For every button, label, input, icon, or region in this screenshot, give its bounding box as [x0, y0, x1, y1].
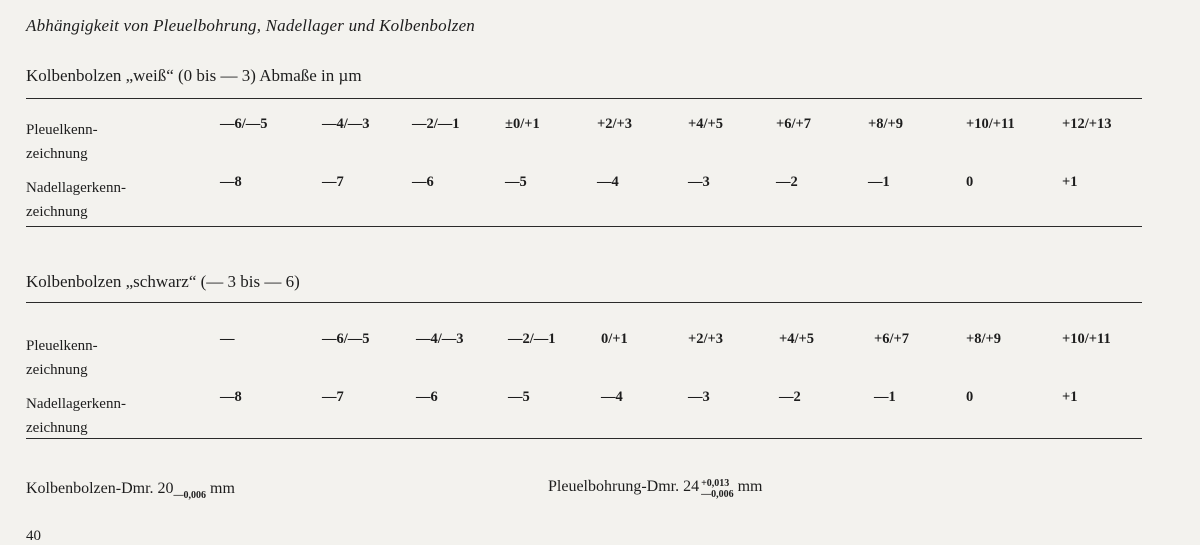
- value-cell: —6/—5: [220, 116, 268, 132]
- conrod-bore-tolerance: [701, 478, 734, 500]
- value-cell: —7: [322, 174, 344, 190]
- value-cell: +2/+3: [597, 116, 633, 132]
- value-cell: —2: [776, 174, 798, 190]
- value-cell: —2/—1: [508, 331, 556, 347]
- label-line: zeichnung: [26, 146, 88, 162]
- piston-pin-tolerance: —0,006: [173, 490, 207, 501]
- label-line: Nadellagerkenn-: [26, 180, 126, 196]
- value-cell: +8/+9: [868, 116, 904, 132]
- section-2-heading: Kolbenbolzen „schwarz“ (— 3 bis — 6): [26, 272, 300, 291]
- value-cell: —4/—3: [322, 116, 370, 132]
- value-cell: —8: [220, 389, 242, 405]
- value-cell: 0/+1: [601, 331, 628, 347]
- piston-pin-unit: mm: [210, 480, 235, 497]
- value-cell: —: [220, 331, 235, 347]
- label-line: zeichnung: [26, 362, 88, 378]
- label-line: Pleuelkenn-: [26, 338, 98, 354]
- value-cell: —4: [597, 174, 619, 190]
- section-1-bottom-rule: [26, 226, 1142, 227]
- value-cell: —2/—1: [412, 116, 460, 132]
- label-line: Nadellagerkenn-: [26, 396, 126, 412]
- value-cell: +4/+5: [688, 116, 724, 132]
- value-cell: —3: [688, 389, 710, 405]
- page-number: 40: [26, 528, 41, 544]
- section-2-bottom-rule: [26, 438, 1142, 439]
- value-cell: —2: [779, 389, 801, 405]
- value-cell: —6: [416, 389, 438, 405]
- conrod-bore-diameter: [548, 478, 762, 500]
- value-cell: —5: [508, 389, 530, 405]
- section-1-row-1-label: [26, 118, 98, 166]
- section-1-top-rule: [26, 98, 1142, 99]
- value-cell: ±0/+1: [505, 116, 540, 132]
- value-cell: —7: [322, 389, 344, 405]
- section-2-row-1-label: [26, 334, 98, 382]
- conrod-bore-diameter-text: Pleuelbohrung-Dmr. 24: [548, 478, 700, 495]
- piston-pin-diameter-text: Kolbenbolzen-Dmr. 20: [26, 480, 174, 497]
- value-cell: —8: [220, 174, 242, 190]
- value-cell: —4/—3: [416, 331, 464, 347]
- value-cell: —4: [601, 389, 623, 405]
- value-cell: +10/+11: [966, 116, 1015, 132]
- value-cell: —1: [874, 389, 896, 405]
- piston-pin-diameter: [26, 480, 235, 501]
- value-cell: +1: [1062, 389, 1078, 405]
- value-cell: —1: [868, 174, 890, 190]
- tolerance-upper: +0,013: [701, 478, 730, 489]
- value-cell: —6/—5: [322, 331, 370, 347]
- value-cell: —5: [505, 174, 527, 190]
- section-1-heading: Kolbenbolzen „weiß“ (0 bis — 3) Abmaße in µm: [26, 66, 362, 85]
- value-cell: —3: [688, 174, 710, 190]
- section-2-top-rule: [26, 302, 1142, 303]
- document-title: Abhängigkeit von Pleuelbohrung, Nadellager und Kolbenbolzen: [26, 16, 476, 35]
- section-1-row-2-label: [26, 176, 126, 224]
- value-cell: +4/+5: [779, 331, 815, 347]
- value-cell: +6/+7: [874, 331, 910, 347]
- value-cell: +1: [1062, 174, 1078, 190]
- value-cell: +12/+13: [1062, 116, 1112, 132]
- value-cell: +8/+9: [966, 331, 1002, 347]
- value-cell: —6: [412, 174, 434, 190]
- value-cell: 0: [966, 389, 974, 405]
- label-line: Pleuelkenn-: [26, 122, 98, 138]
- value-cell: +6/+7: [776, 116, 812, 132]
- value-cell: 0: [966, 174, 974, 190]
- value-cell: +2/+3: [688, 331, 724, 347]
- conrod-bore-unit: mm: [737, 478, 763, 495]
- section-2-row-2-label: [26, 392, 126, 440]
- label-line: zeichnung: [26, 420, 88, 436]
- tolerance-lower: —0,006: [701, 489, 734, 500]
- label-line: zeichnung: [26, 204, 88, 220]
- value-cell: +10/+11: [1062, 331, 1111, 347]
